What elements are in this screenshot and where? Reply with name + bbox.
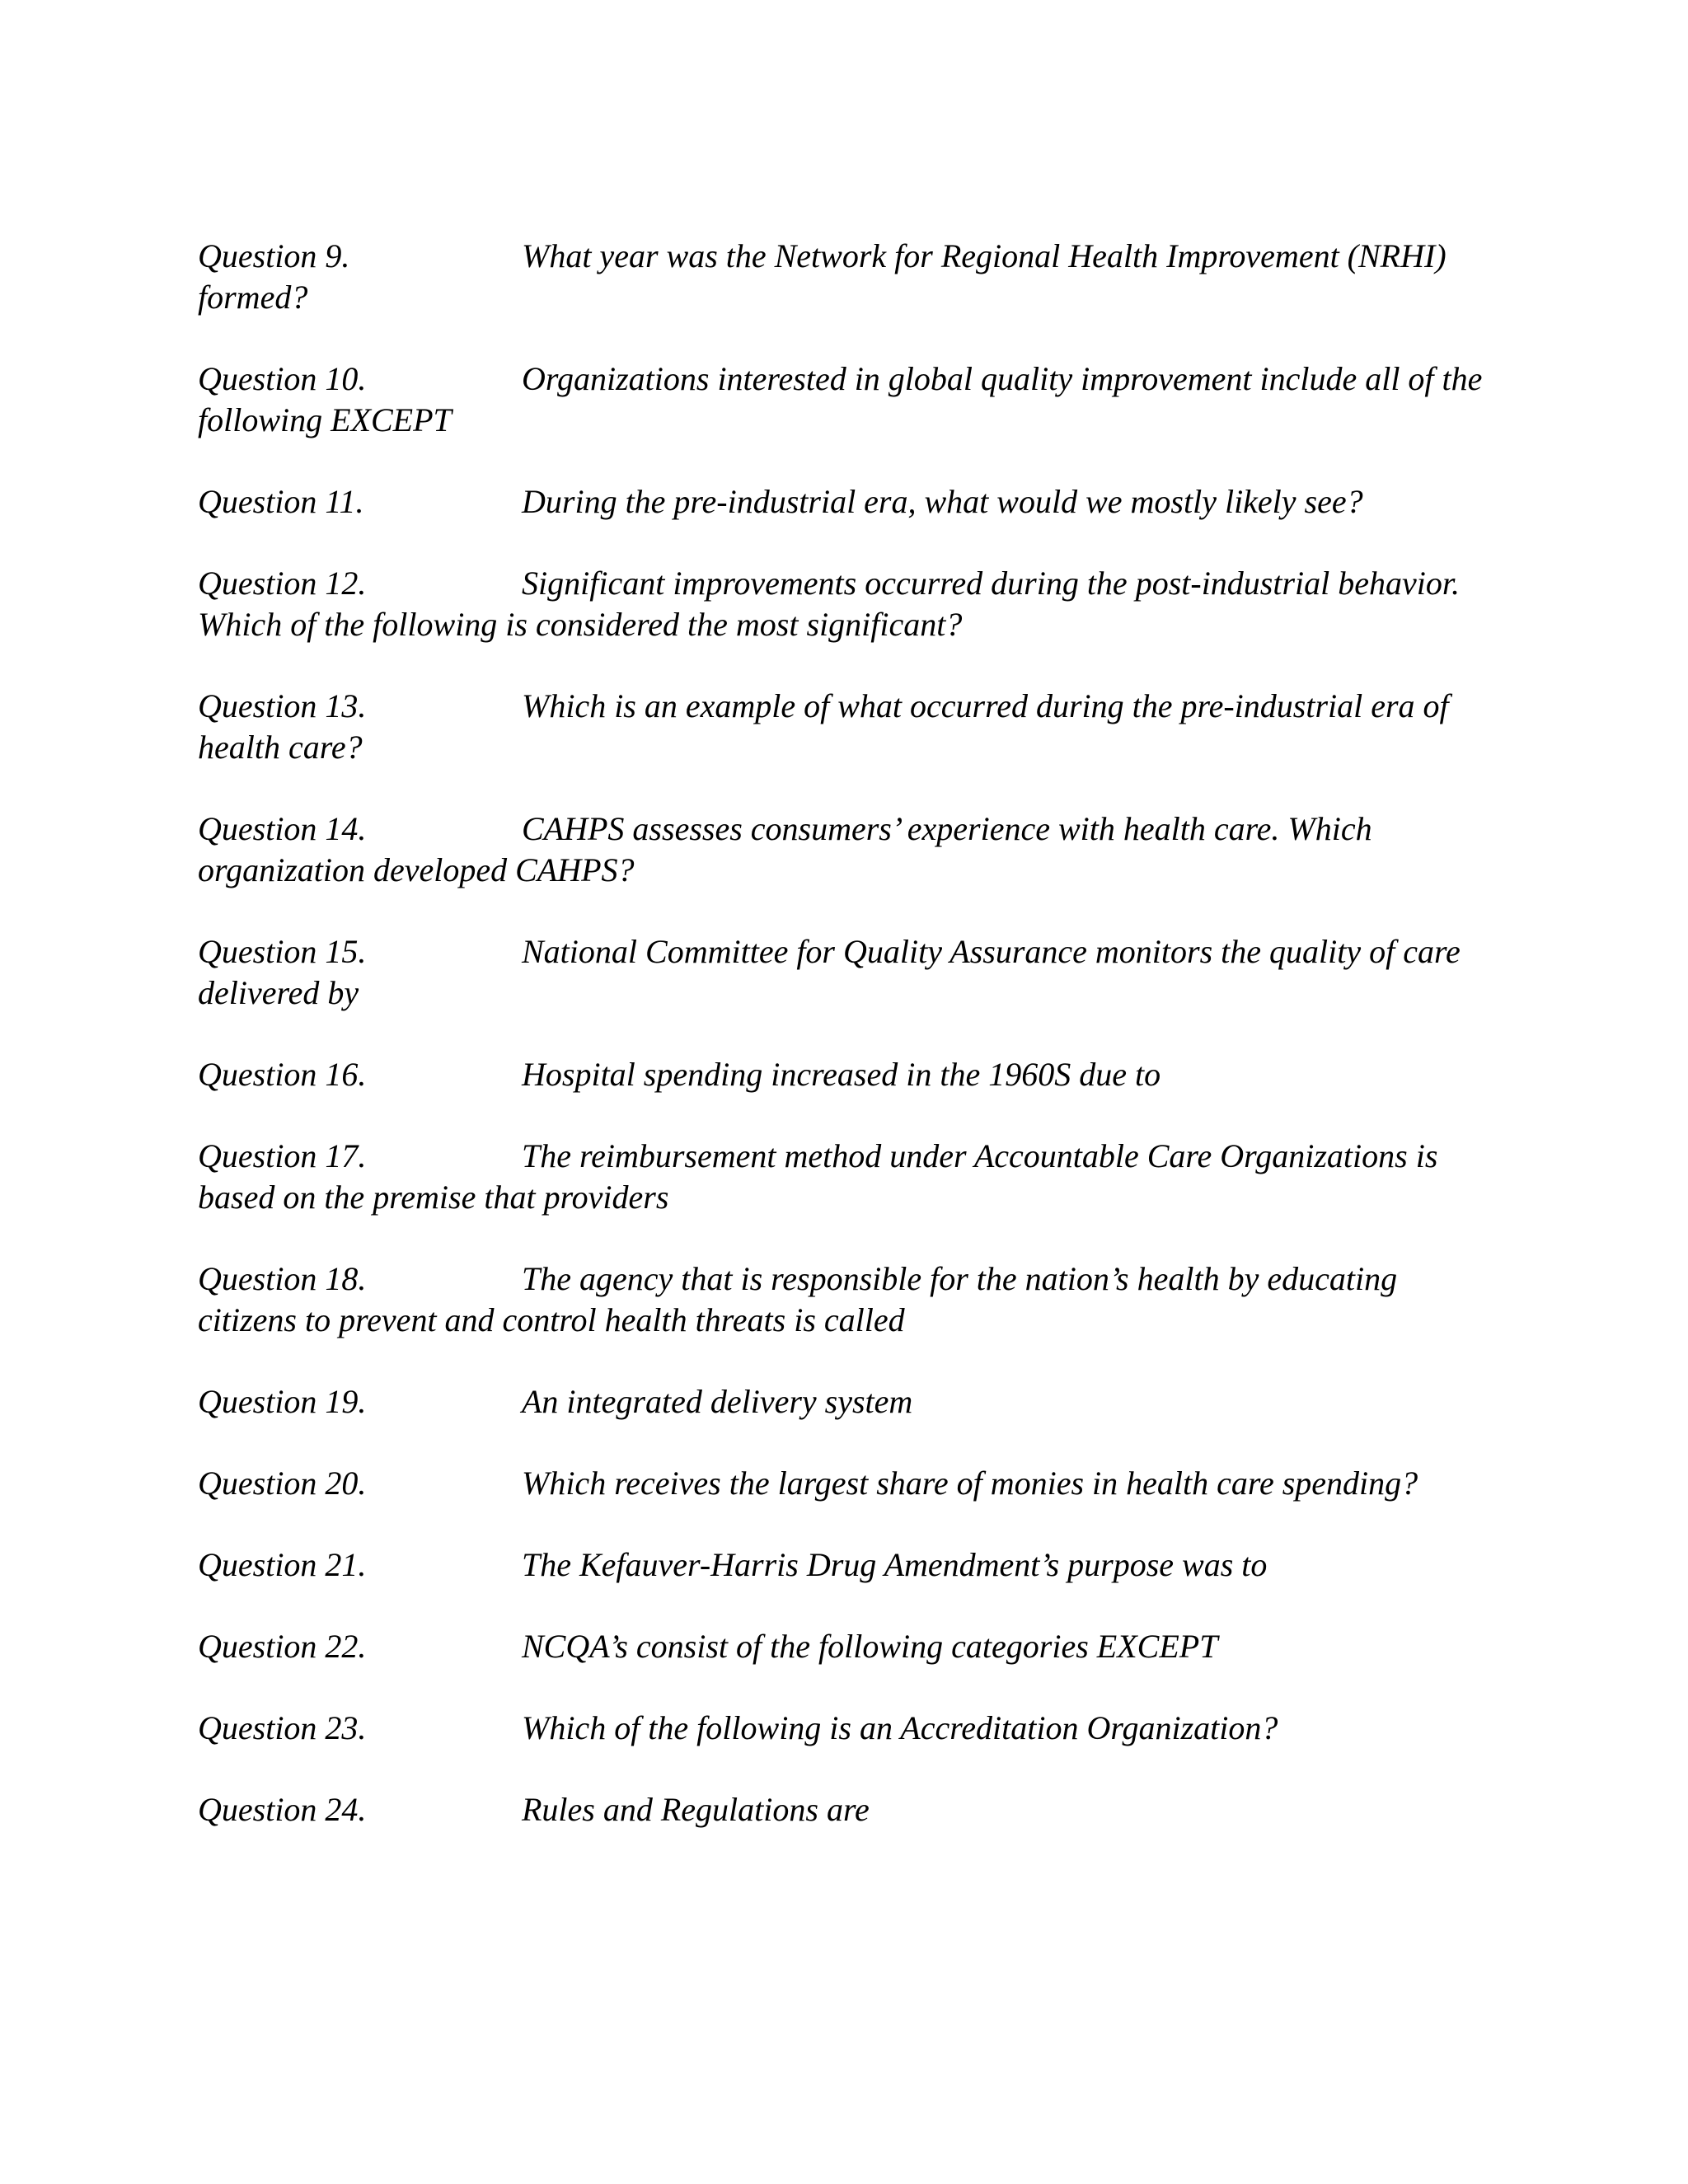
question-list	[198, 236, 1484, 1871]
question-item	[198, 481, 1484, 523]
question-text: Which is an example of what occurred during the pre-industrial era of health care?	[198, 687, 1449, 766]
question-item	[198, 1463, 1484, 1504]
question-item	[198, 686, 1484, 768]
question-text: Which receives the largest share of monies in health care spending?	[522, 1465, 1418, 1502]
question-item	[198, 1381, 1484, 1422]
question-label: Question 24.	[198, 1791, 367, 1828]
question-label: Question 17.	[198, 1137, 367, 1174]
question-label: Question 23.	[198, 1709, 367, 1746]
question-text: Organizations interested in global quality improvement include all of the following EXCEPT	[198, 360, 1483, 438]
question-label: Question 18.	[198, 1260, 367, 1297]
question-label: Question 14.	[198, 810, 367, 847]
question-item	[198, 1258, 1484, 1341]
question-label: Question 9.	[198, 237, 350, 274]
question-label: Question 12.	[198, 565, 367, 602]
question-text: The Kefauver-Harris Drug Amendment’s purpose was to	[522, 1546, 1268, 1583]
question-item	[198, 236, 1484, 318]
question-label: Question 11.	[198, 483, 364, 520]
question-text: What year was the Network for Regional Health Improvement (NRHI) formed?	[198, 237, 1447, 316]
question-item	[198, 1544, 1484, 1586]
question-label: Question 22.	[198, 1628, 367, 1665]
question-label: Question 13.	[198, 687, 367, 724]
question-text: CAHPS assesses consumers’ experience with health care. Which organization developed CAHPS?	[198, 810, 1372, 888]
question-text: Rules and Regulations are	[522, 1791, 870, 1828]
question-item	[198, 808, 1484, 891]
question-item	[198, 563, 1484, 645]
question-item	[198, 931, 1484, 1014]
question-text: During the pre-industrial era, what would we mostly likely see?	[522, 483, 1363, 520]
question-text: The reimbursement method under Accountable Care Organizations is based on the premise that providers	[198, 1137, 1438, 1216]
question-text: Which of the following is an Accreditation Organization?	[522, 1709, 1278, 1746]
question-text: National Committee for Quality Assurance monitors the quality of care delivered by	[198, 933, 1461, 1011]
question-label: Question 20.	[198, 1465, 367, 1502]
question-label: Question 10.	[198, 360, 367, 397]
question-text: NCQA’s consist of the following categories EXCEPT	[522, 1628, 1218, 1665]
question-label: Question 21.	[198, 1546, 367, 1583]
question-text: Significant improvements occurred during the post-industrial behavior. Which of the following is considered the most significant?	[198, 565, 1461, 643]
question-label: Question 16.	[198, 1056, 367, 1093]
question-label: Question 15.	[198, 933, 367, 970]
question-text: An integrated delivery system	[522, 1383, 913, 1420]
question-item	[198, 1789, 1484, 1830]
question-item	[198, 1136, 1484, 1218]
question-text: Hospital spending increased in the 1960S due to	[522, 1056, 1161, 1093]
question-item	[198, 1054, 1484, 1095]
question-item	[198, 1708, 1484, 1749]
question-item	[198, 1626, 1484, 1667]
question-label: Question 19.	[198, 1383, 367, 1420]
question-text: The agency that is responsible for the nation’s health by educating citizens to prevent and control health threats is called	[198, 1260, 1398, 1338]
question-item	[198, 359, 1484, 441]
